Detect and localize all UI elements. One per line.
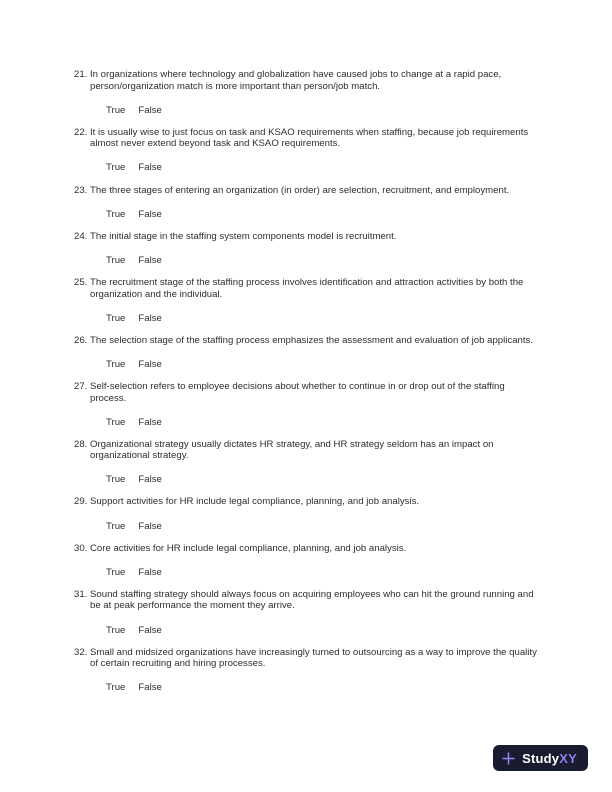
question-text: Small and midsized organizations have increasingly turned to outsourcing as a way to improve the quality of certain recruiting and hiring processes.: [90, 646, 537, 670]
question-text: Sound staffing strategy should always focus on acquiring employees who can hit the ground running and be at peak performance the moment they arrive.: [90, 588, 534, 612]
question-number: 27.: [74, 380, 88, 392]
question-text: Self-selection refers to employee decisions about whether to continue in or drop out of the staffing process.: [90, 380, 505, 404]
question-item: [74, 543, 542, 579]
answer-options: [106, 625, 542, 637]
question-text: In organizations where technology and globalization have caused jobs to change at a rapid pace, person/organization match is more important than person/job match.: [90, 69, 502, 92]
false-option[interactable]: False: [138, 566, 162, 578]
logo-text-xy: XY: [559, 750, 577, 766]
question-item: [74, 589, 542, 636]
question-item: [74, 127, 542, 174]
question-text: Support activities for HR include legal compliance, planning, and job analysis.: [90, 496, 420, 508]
true-option[interactable]: True: [106, 416, 126, 428]
true-option[interactable]: True: [106, 474, 126, 486]
question-number: 28.: [74, 438, 88, 450]
false-option[interactable]: False: [138, 520, 162, 532]
logo-wordmark: [522, 752, 577, 765]
true-option[interactable]: True: [106, 624, 126, 636]
question-item: [74, 185, 542, 221]
true-option[interactable]: True: [106, 682, 126, 694]
question-text: It is usually wise to just focus on task and KSAO requirements when staffing, because job requirements almost never extend beyond task and KSAO requirements.: [90, 126, 529, 150]
question-item: [74, 231, 542, 267]
answer-options: [106, 682, 542, 694]
false-option[interactable]: False: [138, 624, 162, 636]
question-number: 30.: [74, 542, 88, 554]
plus-icon: [502, 752, 515, 765]
answer-options: [106, 255, 542, 267]
question-item: [74, 496, 542, 532]
answer-options: [106, 313, 542, 325]
logo-text-study: Study: [522, 750, 560, 766]
false-option[interactable]: False: [138, 682, 162, 694]
answer-options: [106, 474, 542, 486]
false-option[interactable]: False: [138, 208, 162, 220]
false-option[interactable]: False: [138, 474, 162, 486]
true-option[interactable]: True: [106, 254, 126, 266]
question-number: 21.: [74, 69, 88, 80]
true-option[interactable]: True: [106, 162, 126, 174]
question-text: Organizational strategy usually dictates HR strategy, and HR strategy seldom has an impact on organizational strategy.: [90, 438, 494, 462]
studyxy-logo: [493, 745, 588, 771]
question-item: [74, 69, 542, 116]
false-option[interactable]: False: [138, 358, 162, 370]
question-number: 29.: [74, 496, 88, 508]
true-option[interactable]: True: [106, 520, 126, 532]
question-item: [74, 439, 542, 486]
false-option[interactable]: False: [138, 254, 162, 266]
question-item: [74, 277, 542, 324]
answer-options: [106, 359, 542, 371]
false-option[interactable]: False: [138, 162, 162, 174]
question-number: 26.: [74, 334, 88, 346]
answer-options: [106, 209, 542, 221]
question-number: 23.: [74, 184, 88, 196]
question-number: 22.: [74, 126, 88, 138]
answer-options: [106, 521, 542, 533]
question-item: [74, 335, 542, 371]
false-option[interactable]: False: [138, 312, 162, 324]
answer-options: [106, 567, 542, 579]
true-option[interactable]: True: [106, 104, 126, 116]
question-number: 24.: [74, 230, 88, 242]
true-option[interactable]: True: [106, 358, 126, 370]
true-option[interactable]: True: [106, 208, 126, 220]
question-number: 31.: [74, 588, 88, 600]
question-number: 32.: [74, 646, 88, 658]
question-text: The initial stage in the staffing system components model is recruitment.: [90, 230, 397, 242]
question-item: [74, 647, 542, 694]
false-option[interactable]: False: [138, 416, 162, 428]
false-option[interactable]: False: [138, 104, 162, 116]
question-list: [74, 69, 542, 704]
question-text: Core activities for HR include legal compliance, planning, and job analysis.: [90, 542, 407, 554]
true-option[interactable]: True: [106, 566, 126, 578]
answer-options: [106, 417, 542, 429]
answer-options: [106, 105, 542, 117]
question-text: The three stages of entering an organization (in order) are selection, recruitment, and employment.: [90, 184, 510, 196]
answer-options: [106, 162, 542, 174]
true-option[interactable]: True: [106, 312, 126, 324]
question-text: The selection stage of the staffing process emphasizes the assessment and evaluation of job applicants.: [90, 334, 533, 346]
question-item: [74, 381, 542, 428]
question-text: The recruitment stage of the staffing process involves identification and attraction activities by both the organization and the individual.: [90, 276, 524, 300]
question-number: 25.: [74, 276, 88, 288]
